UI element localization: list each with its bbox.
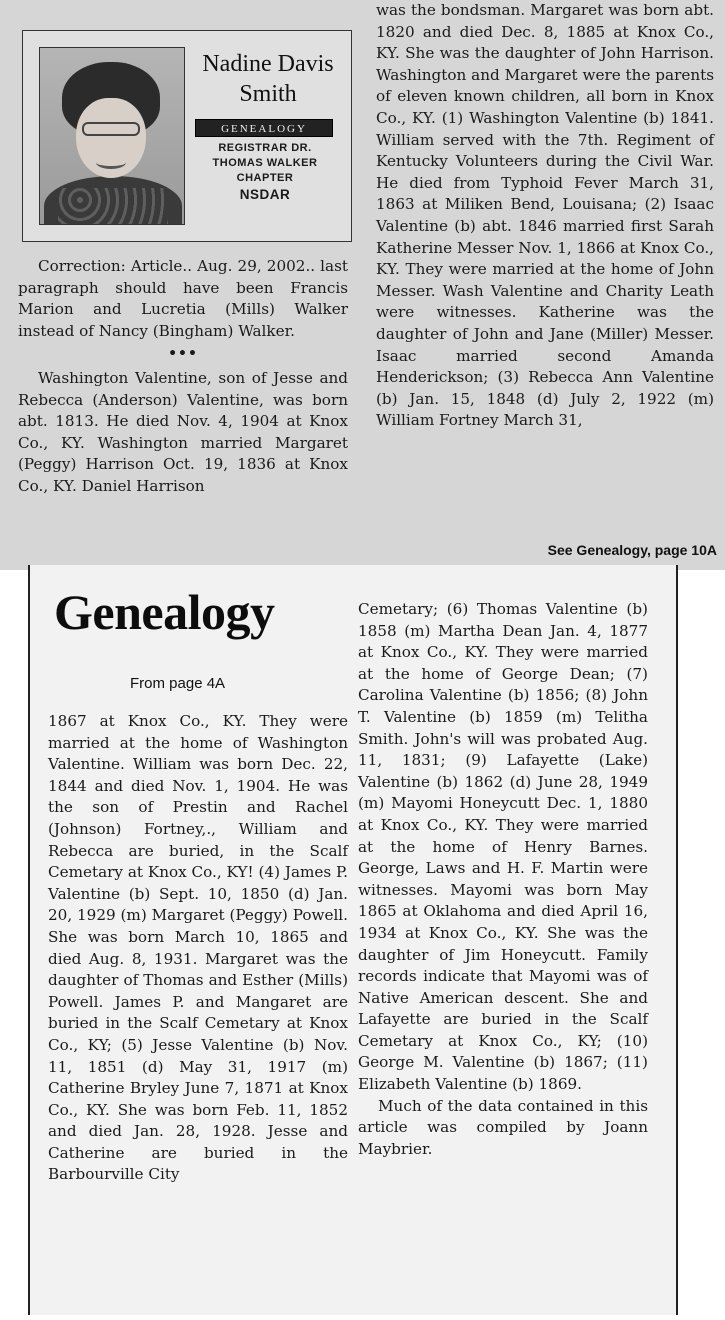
paragraph: was the bondsman. Margaret was born abt. 1820 and died Dec. 8, 1885 at Knox Co., KY. She was the daughter of John Harrison. Washington and Margaret were the parents of eleven known children, all born in Knox Co., KY. (1) Washington Valentine (b) 1841. William served with the 7th. Regiment of Kentucky Volunteers during the Civil War. He died from Typhoid Fever March 31, 1863 at Miliken Bend, Louisana; (2) Isaac Valentine (b) abt. 1846 married first Sarah Katherine Messer Nov. 1, 1866 at Knox Co., KY. They were married at the home of John Messer. Wash Valentine and Charity Leath were witnesses. Katherine was the daughter of John and Jane (Miller) Messer. Isaac married second Amanda Henderickson; (3) Rebecca Ann Valentine (b) Jan. 15, 1848 (d) July 2, 1922 (m) William Fortney March 31, <box>376 1 714 430</box>
paragraph: Much of the data contained in this article was compiled by Joann Maybrier. <box>358 1096 648 1158</box>
separator: ••• <box>168 346 198 363</box>
article1-left-column <box>18 256 348 498</box>
paragraph: Correction: Article.. Aug. 29, 2002.. last paragraph should have been Francis Marion and Lucretia (Mills) Walker instead of Nancy (Bingham) Walker. <box>18 257 348 340</box>
article1-right-column <box>376 0 714 432</box>
author-name: Nadine Davis Smith <box>202 51 334 107</box>
author-photo <box>39 47 185 225</box>
byline-box <box>22 30 352 242</box>
headline: Genealogy <box>54 584 275 640</box>
paragraph: Washington Valentine, son of Jesse and Rebecca (Anderson) Valentine, was born abt. 1813. He died Nov. 4, 1904 at Knox Co., KY. Washington married Margaret (Peggy) Harrison Oct. 19, 1836 at Knox Co., KY. Daniel Harrison <box>18 368 348 495</box>
column-tag: GENEALOGY <box>195 119 333 137</box>
clipping-top <box>0 0 725 570</box>
paragraph: 1867 at Knox Co., KY. They were married at the home of Washington Valentine. William was born Dec. 22, 1844 and died Nov. 1, 1904. He was the son of Prestin and Rachel (Johnson) Fortney,., William and Rebecca are buried, in the Scalf Cemetary at Knox Co., KY! (4) James P. Valentine (b) Sept. 10, 1850 (d) Jan. 20, 1929 (m) Margaret (Peggy) Powell. She was born March 10, 1865 and died Aug. 8, 1931. Margaret was the daughter of Thomas and Esther (Mills) Powell. James P. and Mangaret are buried in the Scalf Cemetary at Knox Co., KY; (5) Jesse Valentine (b) Nov. 11, 1851 (d) May 31, 1917 (m) Catherine Bryley June 7, 1871 at Knox Co., KY. She was born Feb. 11, 1852 and died Jan. 28, 1928. Jesse and Catherine are buried in the Barbourville City <box>48 712 348 1184</box>
glasses-icon <box>82 122 140 136</box>
article2-right-column <box>358 599 648 1160</box>
continued-link[interactable]: See Genealogy, page 10A <box>547 542 717 558</box>
article2-left-column <box>48 711 348 1186</box>
clipping-bottom <box>28 565 678 1315</box>
from-page-note: From page 4A <box>130 675 226 692</box>
author-role: REGISTRAR DR. THOMAS WALKER CHAPTER NSDAR <box>212 142 318 202</box>
paragraph: Cemetary; (6) Thomas Valentine (b) 1858 (m) Martha Dean Jan. 4, 1877 at Knox Co., KY. They were married at the home of George Dean; (7) Carolina Valentine (b) 1856; (8) John T. Valentine (b) 1859 (m) Telitha Smith. John's will was probated Aug. 11, 1831; (9) Lafayette (Lake) Valentine (b) 1862 (d) June 28, 1949 (m) Mayomi Honeycutt Dec. 1, 1880 at Knox Co., KY. They were married at the home of Henry Barnes. George, Laws and H. F. Martin were witnesses. Mayomi was born May 1865 at Oklahoma and died April 16, 1934 at Knox Co., KY. She was the daughter of Jim Honeycutt. Family records indicate that Mayomi was of Native American descent. She and Lafayette are buried in the Scalf Cemetary at Knox Co., KY; (10) George M. Valentine (b) 1867; (11) Elizabeth Valentine (b) 1869. <box>358 600 648 1094</box>
